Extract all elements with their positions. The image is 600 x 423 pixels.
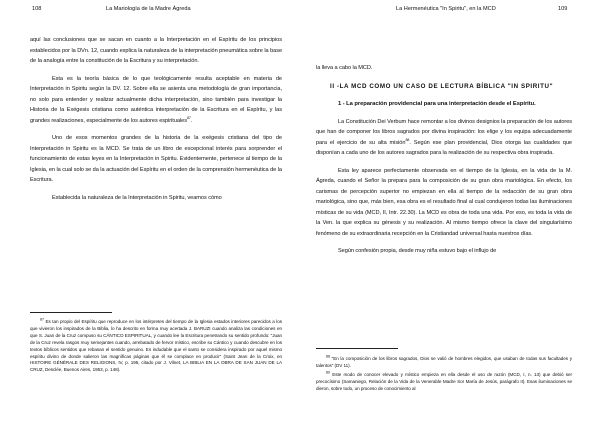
right-page-header [300, 6, 600, 18]
paragraph-text: La Constitución Dei Verbum hace remontar a los divinos designios la preparación de los autores que han de componer los libros sagrados por divina inspiración: los elige y los equipa adecuadamente para el ejercicio de su alta misión [316, 118, 572, 146]
paragraph-text: . Según ese plan providencial, Dios otorga las cualidades que disponían a cada uno de los autores sagrados para la realización de su respectiva obra inspirada. [316, 139, 572, 156]
right-page [300, 0, 600, 423]
paragraph: aquí las conclusiones que se sacan en cuanto a la Interpretación en el Espíritu de los principios establecidos por la DVn. 12, cuando explica la naturaleza de la interpretación pneumática sobre la base de la analogía entre la constitución de la Escritura y su interpretación. [30, 37, 283, 64]
footnote-text: Este modo de conocer elevado y místico empieza en ella desde el uso de razón (MCD, I, n. 13) que debió ser precocísimo (Samaniego, Relación de la Vida de la Venerable Madre Sor María de Jesús, parágrafo II). Esas iluminaciones se dieron, sobre todo, un proceso de conocimiento al [316, 371, 573, 391]
footnote-ref: 87 [186, 115, 191, 120]
paragraph: Esta es la teoría básica de lo que teológicamente resulta aceptable en materia de Interpretación in Spiritu según la DV. 12. Sobre ella se asienta una metodología de gran importancia, no solo para entender y realizar actualmente dicha interpretación, sino también para investigar la Historia de la Exégesis cristiana como auténtica interpretación de la Escritura en el Espíritu, y las grandes realizaciones, especialmente de los autores espirituales$^{87}$. [30, 75, 282, 124]
subsection-heading: 1 - La preparación providencial para una interpretación desde el Espíritu. [338, 101, 536, 107]
right-running-title: La Hermenéutica "In Spiritu", en la MCD [396, 6, 496, 12]
footnote-text: "En la composición de los libros sagrados, Dios se valió de hombres elegidos, que usaban de todas sus facultades y talentos" (DV 11). [316, 356, 572, 368]
right-page-number: 109 [558, 6, 568, 12]
paragraph: Establecida la naturaleza de la Interpretación in Spiritu, veamos cómo [52, 194, 222, 201]
footnotes [316, 356, 572, 393]
footnote-divider [30, 312, 112, 313]
footnote-number: 87 [40, 317, 44, 322]
paragraph-text: Esta es la teoría básica de lo que teológicamente resulta aceptable en materia de Interpretación in Spiritu según la DV. 12. Sobre ella se asienta una metodología de gran importancia, no solo para entender y realizar actualmente dicha interpretación, sino también para investigar la Historia de la Exégesis cristiana como auténtica interpretación de la Escritura en el Espíritu, y las grandes realizaciones, especialmente de los autores espirituales [30, 75, 282, 124]
left-page-body [30, 35, 282, 203]
section-heading: II -LA MCD COMO UN CASO DE LECTURA BÍBLICA "IN SPIRITU" [330, 82, 554, 90]
paragraph: Uno de esos momentos grandes de la historia de la exégesis cristiana del tipo de Interpretación in Spiritu es la MCD. Se trata de un libro de excepcional interés para sorprender el funcionamiento de estas leyes en la Interpretación in Spiritu. Evidentemente, pertenece al tiempo de la Iglesia, en la cual solo se da la actuación del Espíritu en el orden de la comprensión hermenéutica de la Escritura. [30, 135, 282, 183]
left-running-title: La Mariología de la Madre Ágreda [106, 6, 191, 12]
footnote-number: 88 [326, 354, 330, 359]
footnote-text: Es tan propio del Espíritu que reproduce en los intérpretes del tiempo de la Iglesia estados interiores parecidos a los que vivieron los inspirados de la Biblia, lo ha descrito en forma muy acertada J. BARUZI cuando analiza las condiciones en que S. Juan de la Cruz compuso su CÁNTICO ESPIRITUAL, y cuando lee la Escritura penetrando su sentido profundo: "Juan de la Cruz revela rasgos muy semejantes cuando, arrebatado de fervor místico, escribe su Cántico y cuando descubre en los textos bíblicos sentidos que rebasan el sentido genuino. Es indudable que el santo se considera inspirado por aquel mismo espíritu divino de donde salieron las magníficas páginas que él se complace en producir" (Saint Jean de la Croix, en HISTOIRE GÉNÉRALE DES RELIGIONS, IV, p. 195, citado por J. Vilnet, LA BIBLIA EN LA OBRA DE SAN JUAN DE LA CRUZ, Desclée, Buenos Aires, 1953, p. 148). [30, 319, 282, 373]
left-page-header [0, 6, 300, 18]
footnote-ref: 88 [405, 137, 410, 142]
left-page-number: 108 [32, 6, 42, 12]
footnote-divider [316, 348, 398, 349]
footnote [30, 319, 282, 374]
opening-line: la lleva a cabo la MCD. [316, 65, 373, 71]
footnote [316, 372, 572, 393]
paragraph [316, 117, 572, 159]
paragraph: Esta ley aparece perfectamente observada en el tiempo de la Iglesia, en la vida de la M. Ágreda, cuando el Señor la prepara para la composición de su gran obra mariológica. En efecto, los carismas de percepción superior no empiezan en ella al tiempo de la redacción de su gran obra mariológica, sino que, más bien, esa obra es el resultado final al cual condujeron todas las iluminaciones místicas de su vida (MCD, II, Intr. 22.30). La MCD es obra de toda una vida. Por eso, es toda la vida de la Ven. la que explica su génesis y su realización. Al mismo tiempo ofrece la clave del singularísimo fenómeno de su extraordinaria recepción en la Cristiandad universal hasta nuestros días. [316, 167, 572, 237]
footnote [316, 356, 572, 370]
footnote-number: 89 [326, 370, 330, 375]
right-page-body [316, 63, 572, 257]
paragraph: Según confesión propia, desde muy niña estuvo bajo el influjo de [338, 248, 497, 254]
